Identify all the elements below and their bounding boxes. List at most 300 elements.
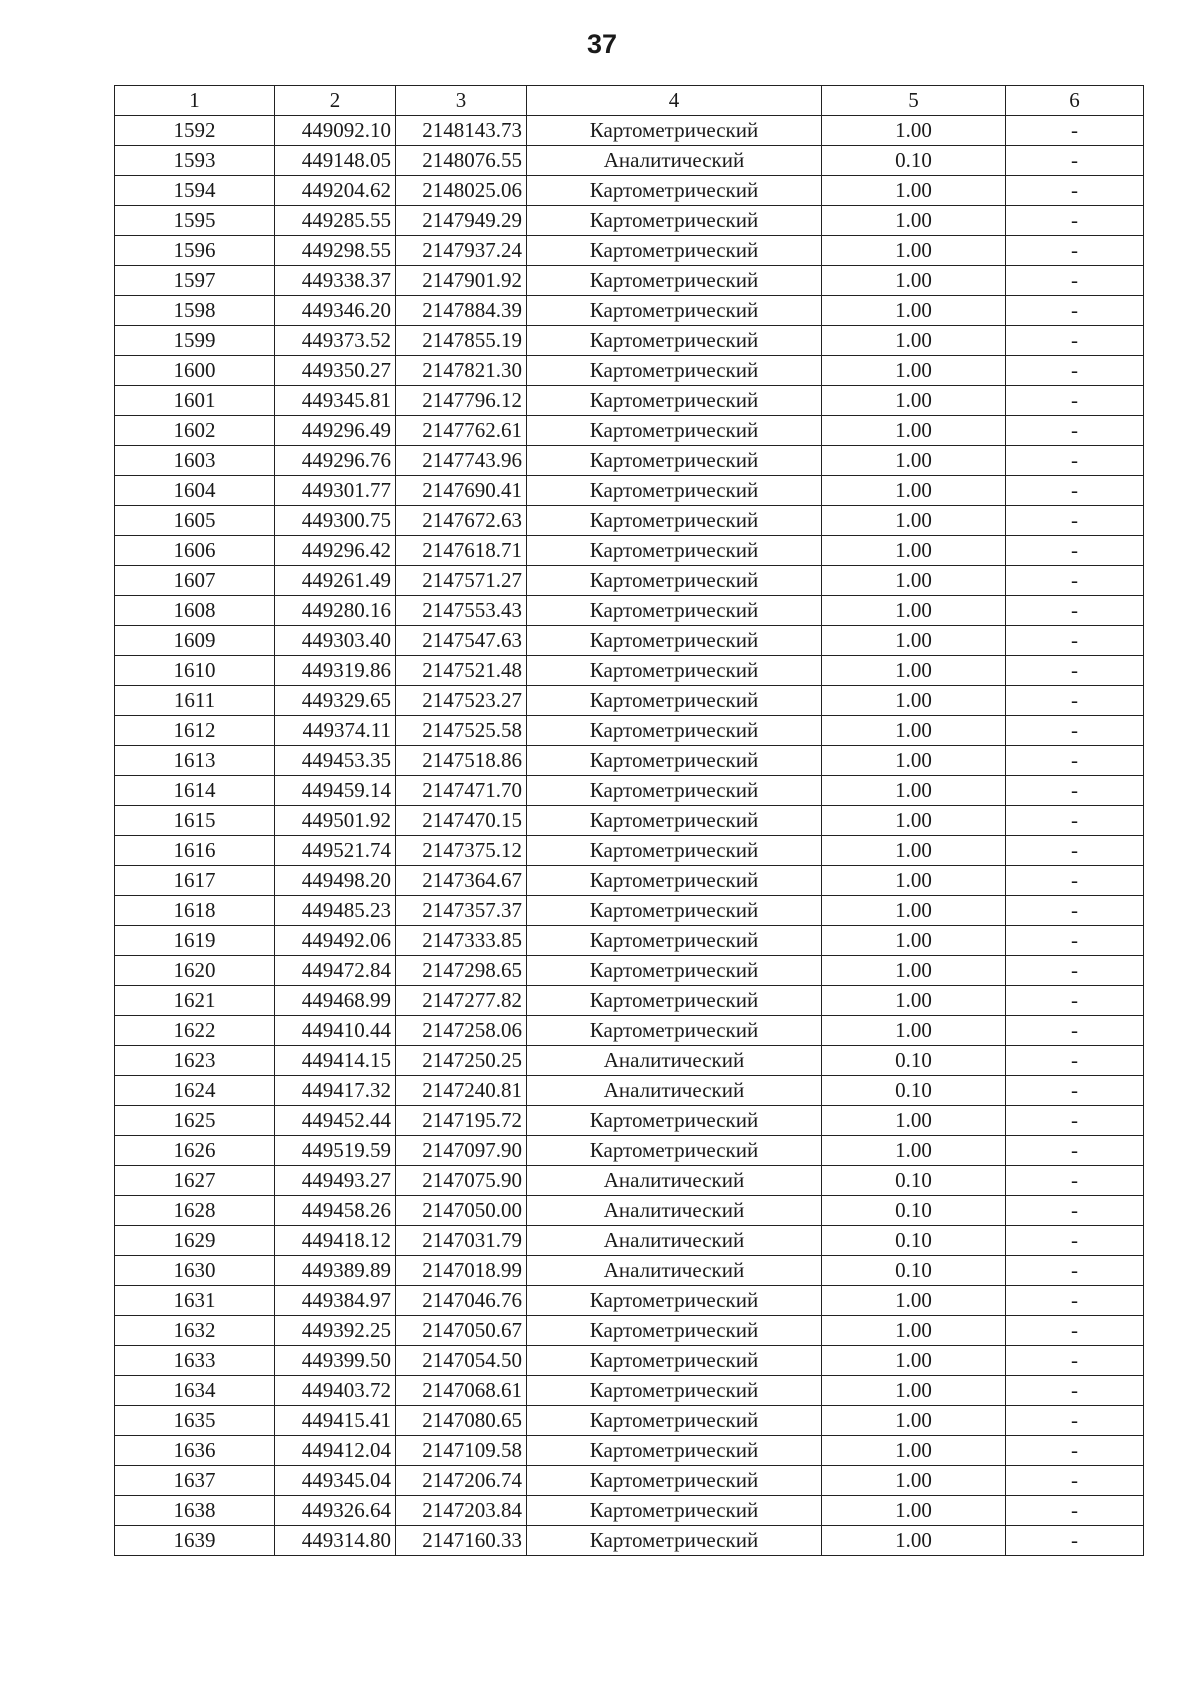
point-number-cell: 1638 <box>115 1496 275 1526</box>
y-coordinate-cell: 2147470.15 <box>396 806 527 836</box>
description-cell: - <box>1006 146 1144 176</box>
y-coordinate-cell: 2147884.39 <box>396 296 527 326</box>
point-number-cell: 1619 <box>115 926 275 956</box>
x-coordinate-cell: 449373.52 <box>275 326 396 356</box>
point-number-cell: 1629 <box>115 1226 275 1256</box>
description-cell: - <box>1006 1016 1144 1046</box>
accuracy-cell: 0.10 <box>822 1166 1006 1196</box>
method-cell: Картометрический <box>527 266 822 296</box>
y-coordinate-cell: 2147050.00 <box>396 1196 527 1226</box>
x-coordinate-cell: 449374.11 <box>275 716 396 746</box>
table-row <box>115 1166 1144 1196</box>
point-number-cell: 1634 <box>115 1376 275 1406</box>
table-row <box>115 896 1144 926</box>
x-coordinate-cell: 449389.89 <box>275 1256 396 1286</box>
description-cell: - <box>1006 536 1144 566</box>
y-coordinate-cell: 2147937.24 <box>396 236 527 266</box>
method-cell: Картометрический <box>527 776 822 806</box>
description-cell: - <box>1006 1166 1144 1196</box>
method-cell: Картометрический <box>527 1526 822 1556</box>
accuracy-cell: 1.00 <box>822 1136 1006 1166</box>
method-cell: Картометрический <box>527 1466 822 1496</box>
point-number-cell: 1612 <box>115 716 275 746</box>
x-coordinate-cell: 449204.62 <box>275 176 396 206</box>
method-cell: Картометрический <box>527 506 822 536</box>
table-row <box>115 296 1144 326</box>
method-cell: Картометрический <box>527 1106 822 1136</box>
x-coordinate-cell: 449338.37 <box>275 266 396 296</box>
y-coordinate-cell: 2147258.06 <box>396 1016 527 1046</box>
method-cell: Картометрический <box>527 896 822 926</box>
column-header-2: 2 <box>275 86 396 116</box>
accuracy-cell: 1.00 <box>822 1496 1006 1526</box>
method-cell: Аналитический <box>527 1166 822 1196</box>
method-cell: Картометрический <box>527 926 822 956</box>
point-number-cell: 1622 <box>115 1016 275 1046</box>
method-cell: Картометрический <box>527 1406 822 1436</box>
description-cell: - <box>1006 1466 1144 1496</box>
page-number <box>0 28 1200 60</box>
description-cell: - <box>1006 356 1144 386</box>
accuracy-cell: 1.00 <box>822 776 1006 806</box>
table-row <box>115 1256 1144 1286</box>
y-coordinate-cell: 2147690.41 <box>396 476 527 506</box>
y-coordinate-cell: 2147050.67 <box>396 1316 527 1346</box>
point-number-cell: 1614 <box>115 776 275 806</box>
point-number-cell: 1600 <box>115 356 275 386</box>
point-number-cell: 1618 <box>115 896 275 926</box>
description-cell: - <box>1006 476 1144 506</box>
accuracy-cell: 1.00 <box>822 716 1006 746</box>
y-coordinate-cell: 2147203.84 <box>396 1496 527 1526</box>
point-number-cell: 1601 <box>115 386 275 416</box>
description-cell: - <box>1006 1076 1144 1106</box>
method-cell: Картометрический <box>527 236 822 266</box>
y-coordinate-cell: 2147523.27 <box>396 686 527 716</box>
accuracy-cell: 1.00 <box>822 266 1006 296</box>
table-row <box>115 1346 1144 1376</box>
point-number-cell: 1593 <box>115 146 275 176</box>
method-cell: Картометрический <box>527 416 822 446</box>
point-number-cell: 1628 <box>115 1196 275 1226</box>
method-cell: Картометрический <box>527 686 822 716</box>
accuracy-cell: 1.00 <box>822 206 1006 236</box>
x-coordinate-cell: 449285.55 <box>275 206 396 236</box>
point-number-cell: 1597 <box>115 266 275 296</box>
y-coordinate-cell: 2147901.92 <box>396 266 527 296</box>
table-row <box>115 806 1144 836</box>
y-coordinate-cell: 2147250.25 <box>396 1046 527 1076</box>
x-coordinate-cell: 449326.64 <box>275 1496 396 1526</box>
method-cell: Картометрический <box>527 1286 822 1316</box>
x-coordinate-cell: 449319.86 <box>275 656 396 686</box>
x-coordinate-cell: 449092.10 <box>275 116 396 146</box>
y-coordinate-cell: 2147518.86 <box>396 746 527 776</box>
accuracy-cell: 1.00 <box>822 176 1006 206</box>
table-row <box>115 386 1144 416</box>
accuracy-cell: 1.00 <box>822 896 1006 926</box>
description-cell: - <box>1006 956 1144 986</box>
description-cell: - <box>1006 686 1144 716</box>
x-coordinate-cell: 449300.75 <box>275 506 396 536</box>
y-coordinate-cell: 2147075.90 <box>396 1166 527 1196</box>
point-number-cell: 1607 <box>115 566 275 596</box>
description-cell: - <box>1006 836 1144 866</box>
y-coordinate-cell: 2147762.61 <box>396 416 527 446</box>
point-number-cell: 1604 <box>115 476 275 506</box>
accuracy-cell: 1.00 <box>822 986 1006 1016</box>
description-cell: - <box>1006 716 1144 746</box>
table-row <box>115 1106 1144 1136</box>
description-cell: - <box>1006 1226 1144 1256</box>
accuracy-cell: 1.00 <box>822 506 1006 536</box>
method-cell: Аналитический <box>527 1226 822 1256</box>
column-header-5: 5 <box>822 86 1006 116</box>
accuracy-cell: 1.00 <box>822 386 1006 416</box>
y-coordinate-cell: 2148076.55 <box>396 146 527 176</box>
accuracy-cell: 1.00 <box>822 1466 1006 1496</box>
table-row <box>115 986 1144 1016</box>
y-coordinate-cell: 2147743.96 <box>396 446 527 476</box>
y-coordinate-cell: 2147097.90 <box>396 1136 527 1166</box>
x-coordinate-cell: 449501.92 <box>275 806 396 836</box>
method-cell: Аналитический <box>527 1196 822 1226</box>
coordinates-table <box>114 85 1144 1556</box>
x-coordinate-cell: 449148.05 <box>275 146 396 176</box>
table-row <box>115 1016 1144 1046</box>
method-cell: Картометрический <box>527 176 822 206</box>
table-row <box>115 236 1144 266</box>
table-row <box>115 1196 1144 1226</box>
description-cell: - <box>1006 266 1144 296</box>
column-header-3: 3 <box>396 86 527 116</box>
y-coordinate-cell: 2147018.99 <box>396 1256 527 1286</box>
description-cell: - <box>1006 206 1144 236</box>
point-number-cell: 1608 <box>115 596 275 626</box>
description-cell: - <box>1006 446 1144 476</box>
y-coordinate-cell: 2147031.79 <box>396 1226 527 1256</box>
description-cell: - <box>1006 926 1144 956</box>
method-cell: Картометрический <box>527 566 822 596</box>
point-number-cell: 1616 <box>115 836 275 866</box>
method-cell: Картометрический <box>527 806 822 836</box>
table-row <box>115 146 1144 176</box>
x-coordinate-cell: 449298.55 <box>275 236 396 266</box>
point-number-cell: 1602 <box>115 416 275 446</box>
description-cell: - <box>1006 326 1144 356</box>
accuracy-cell: 1.00 <box>822 806 1006 836</box>
x-coordinate-cell: 449280.16 <box>275 596 396 626</box>
point-number-cell: 1625 <box>115 1106 275 1136</box>
point-number-cell: 1617 <box>115 866 275 896</box>
table-row <box>115 536 1144 566</box>
table-row <box>115 1406 1144 1436</box>
method-cell: Аналитический <box>527 1076 822 1106</box>
point-number-cell: 1603 <box>115 446 275 476</box>
point-number-cell: 1623 <box>115 1046 275 1076</box>
accuracy-cell: 1.00 <box>822 686 1006 716</box>
accuracy-cell: 0.10 <box>822 1046 1006 1076</box>
description-cell: - <box>1006 296 1144 326</box>
method-cell: Картометрический <box>527 866 822 896</box>
description-cell: - <box>1006 1496 1144 1526</box>
table-row <box>115 356 1144 386</box>
accuracy-cell: 1.00 <box>822 1316 1006 1346</box>
table-row <box>115 1526 1144 1556</box>
point-number-cell: 1610 <box>115 656 275 686</box>
method-cell: Картометрический <box>527 656 822 686</box>
y-coordinate-cell: 2147672.63 <box>396 506 527 536</box>
point-number-cell: 1630 <box>115 1256 275 1286</box>
column-header-6: 6 <box>1006 86 1144 116</box>
y-coordinate-cell: 2148025.06 <box>396 176 527 206</box>
x-coordinate-cell: 449296.49 <box>275 416 396 446</box>
y-coordinate-cell: 2147068.61 <box>396 1376 527 1406</box>
y-coordinate-cell: 2147277.82 <box>396 986 527 1016</box>
description-cell: - <box>1006 1286 1144 1316</box>
x-coordinate-cell: 449414.15 <box>275 1046 396 1076</box>
y-coordinate-cell: 2147521.48 <box>396 656 527 686</box>
table-row <box>115 476 1144 506</box>
y-coordinate-cell: 2147364.67 <box>396 866 527 896</box>
x-coordinate-cell: 449350.27 <box>275 356 396 386</box>
accuracy-cell: 0.10 <box>822 1256 1006 1286</box>
y-coordinate-cell: 2147080.65 <box>396 1406 527 1436</box>
y-coordinate-cell: 2147333.85 <box>396 926 527 956</box>
accuracy-cell: 1.00 <box>822 1376 1006 1406</box>
x-coordinate-cell: 449493.27 <box>275 1166 396 1196</box>
x-coordinate-cell: 449415.41 <box>275 1406 396 1436</box>
accuracy-cell: 1.00 <box>822 416 1006 446</box>
x-coordinate-cell: 449412.04 <box>275 1436 396 1466</box>
description-cell: - <box>1006 1526 1144 1556</box>
table-row <box>115 116 1144 146</box>
table-row <box>115 1136 1144 1166</box>
accuracy-cell: 1.00 <box>822 326 1006 356</box>
accuracy-cell: 1.00 <box>822 956 1006 986</box>
y-coordinate-cell: 2147357.37 <box>396 896 527 926</box>
x-coordinate-cell: 449346.20 <box>275 296 396 326</box>
point-number-cell: 1633 <box>115 1346 275 1376</box>
method-cell: Картометрический <box>527 836 822 866</box>
x-coordinate-cell: 449459.14 <box>275 776 396 806</box>
method-cell: Картометрический <box>527 716 822 746</box>
description-cell: - <box>1006 776 1144 806</box>
description-cell: - <box>1006 746 1144 776</box>
table-row <box>115 206 1144 236</box>
description-cell: - <box>1006 566 1144 596</box>
page-number-text: 37 <box>586 29 618 59</box>
table-row <box>115 956 1144 986</box>
point-number-cell: 1599 <box>115 326 275 356</box>
method-cell: Картометрический <box>527 1436 822 1466</box>
x-coordinate-cell: 449458.26 <box>275 1196 396 1226</box>
y-coordinate-cell: 2147298.65 <box>396 956 527 986</box>
x-coordinate-cell: 449345.04 <box>275 1466 396 1496</box>
column-header-1: 1 <box>115 86 275 116</box>
point-number-cell: 1595 <box>115 206 275 236</box>
description-cell: - <box>1006 416 1144 446</box>
table-row <box>115 686 1144 716</box>
description-cell: - <box>1006 896 1144 926</box>
y-coordinate-cell: 2147571.27 <box>396 566 527 596</box>
table-row <box>115 716 1144 746</box>
point-number-cell: 1594 <box>115 176 275 206</box>
table-row <box>115 1226 1144 1256</box>
x-coordinate-cell: 449384.97 <box>275 1286 396 1316</box>
accuracy-cell: 1.00 <box>822 116 1006 146</box>
table-row <box>115 506 1144 536</box>
table-row <box>115 176 1144 206</box>
x-coordinate-cell: 449392.25 <box>275 1316 396 1346</box>
method-cell: Картометрический <box>527 206 822 236</box>
column-header-4: 4 <box>527 86 822 116</box>
y-coordinate-cell: 2147949.29 <box>396 206 527 236</box>
y-coordinate-cell: 2147525.58 <box>396 716 527 746</box>
description-cell: - <box>1006 1376 1144 1406</box>
accuracy-cell: 1.00 <box>822 746 1006 776</box>
accuracy-cell: 1.00 <box>822 926 1006 956</box>
accuracy-cell: 1.00 <box>822 356 1006 386</box>
method-cell: Картометрический <box>527 746 822 776</box>
method-cell: Картометрический <box>527 1376 822 1406</box>
x-coordinate-cell: 449472.84 <box>275 956 396 986</box>
table-row <box>115 1436 1144 1466</box>
x-coordinate-cell: 449410.44 <box>275 1016 396 1046</box>
description-cell: - <box>1006 236 1144 266</box>
y-coordinate-cell: 2147054.50 <box>396 1346 527 1376</box>
point-number-cell: 1636 <box>115 1436 275 1466</box>
description-cell: - <box>1006 1406 1144 1436</box>
table-row <box>115 1046 1144 1076</box>
x-coordinate-cell: 449417.32 <box>275 1076 396 1106</box>
accuracy-cell: 1.00 <box>822 656 1006 686</box>
table-row <box>115 1316 1144 1346</box>
point-number-cell: 1605 <box>115 506 275 536</box>
x-coordinate-cell: 449303.40 <box>275 626 396 656</box>
description-cell: - <box>1006 1196 1144 1226</box>
method-cell: Картометрический <box>527 356 822 386</box>
accuracy-cell: 1.00 <box>822 476 1006 506</box>
accuracy-cell: 1.00 <box>822 866 1006 896</box>
y-coordinate-cell: 2147796.12 <box>396 386 527 416</box>
accuracy-cell: 1.00 <box>822 1406 1006 1436</box>
table-row <box>115 1076 1144 1106</box>
method-cell: Аналитический <box>527 1256 822 1286</box>
accuracy-cell: 1.00 <box>822 1106 1006 1136</box>
table-row <box>115 326 1144 356</box>
accuracy-cell: 1.00 <box>822 446 1006 476</box>
y-coordinate-cell: 2147375.12 <box>396 836 527 866</box>
description-cell: - <box>1006 1256 1144 1286</box>
table-row <box>115 626 1144 656</box>
method-cell: Картометрический <box>527 296 822 326</box>
accuracy-cell: 1.00 <box>822 566 1006 596</box>
accuracy-cell: 1.00 <box>822 1436 1006 1466</box>
point-number-cell: 1592 <box>115 116 275 146</box>
x-coordinate-cell: 449296.42 <box>275 536 396 566</box>
description-cell: - <box>1006 806 1144 836</box>
y-coordinate-cell: 2147821.30 <box>396 356 527 386</box>
table-body <box>115 116 1144 1556</box>
point-number-cell: 1596 <box>115 236 275 266</box>
description-cell: - <box>1006 1436 1144 1466</box>
x-coordinate-cell: 449452.44 <box>275 1106 396 1136</box>
method-cell: Картометрический <box>527 116 822 146</box>
accuracy-cell: 1.00 <box>822 1526 1006 1556</box>
description-cell: - <box>1006 656 1144 686</box>
x-coordinate-cell: 449521.74 <box>275 836 396 866</box>
y-coordinate-cell: 2147471.70 <box>396 776 527 806</box>
accuracy-cell: 1.00 <box>822 836 1006 866</box>
accuracy-cell: 1.00 <box>822 626 1006 656</box>
method-cell: Картометрический <box>527 476 822 506</box>
accuracy-cell: 1.00 <box>822 596 1006 626</box>
description-cell: - <box>1006 176 1144 206</box>
accuracy-cell: 1.00 <box>822 1016 1006 1046</box>
y-coordinate-cell: 2147547.63 <box>396 626 527 656</box>
y-coordinate-cell: 2147553.43 <box>396 596 527 626</box>
table-row <box>115 1466 1144 1496</box>
accuracy-cell: 1.00 <box>822 1346 1006 1376</box>
y-coordinate-cell: 2147046.76 <box>396 1286 527 1316</box>
x-coordinate-cell: 449399.50 <box>275 1346 396 1376</box>
x-coordinate-cell: 449301.77 <box>275 476 396 506</box>
point-number-cell: 1635 <box>115 1406 275 1436</box>
accuracy-cell: 0.10 <box>822 146 1006 176</box>
description-cell: - <box>1006 986 1144 1016</box>
description-cell: - <box>1006 1316 1144 1346</box>
y-coordinate-cell: 2147206.74 <box>396 1466 527 1496</box>
table-row <box>115 746 1144 776</box>
point-number-cell: 1631 <box>115 1286 275 1316</box>
accuracy-cell: 1.00 <box>822 296 1006 326</box>
table-header-row <box>115 86 1144 116</box>
x-coordinate-cell: 449498.20 <box>275 866 396 896</box>
description-cell: - <box>1006 866 1144 896</box>
x-coordinate-cell: 449519.59 <box>275 1136 396 1166</box>
accuracy-cell: 0.10 <box>822 1196 1006 1226</box>
x-coordinate-cell: 449314.80 <box>275 1526 396 1556</box>
method-cell: Картометрический <box>527 1016 822 1046</box>
x-coordinate-cell: 449329.65 <box>275 686 396 716</box>
table-row <box>115 1496 1144 1526</box>
accuracy-cell: 1.00 <box>822 236 1006 266</box>
table-row <box>115 836 1144 866</box>
x-coordinate-cell: 449492.06 <box>275 926 396 956</box>
method-cell: Картометрический <box>527 956 822 986</box>
point-number-cell: 1611 <box>115 686 275 716</box>
accuracy-cell: 1.00 <box>822 536 1006 566</box>
method-cell: Картометрический <box>527 626 822 656</box>
x-coordinate-cell: 449453.35 <box>275 746 396 776</box>
point-number-cell: 1639 <box>115 1526 275 1556</box>
description-cell: - <box>1006 1136 1144 1166</box>
y-coordinate-cell: 2147240.81 <box>396 1076 527 1106</box>
x-coordinate-cell: 449345.81 <box>275 386 396 416</box>
point-number-cell: 1624 <box>115 1076 275 1106</box>
y-coordinate-cell: 2147195.72 <box>396 1106 527 1136</box>
x-coordinate-cell: 449418.12 <box>275 1226 396 1256</box>
method-cell: Картометрический <box>527 536 822 566</box>
point-number-cell: 1613 <box>115 746 275 776</box>
table-row <box>115 1286 1144 1316</box>
x-coordinate-cell: 449261.49 <box>275 566 396 596</box>
method-cell: Аналитический <box>527 146 822 176</box>
table-row <box>115 566 1144 596</box>
point-number-cell: 1609 <box>115 626 275 656</box>
point-number-cell: 1637 <box>115 1466 275 1496</box>
